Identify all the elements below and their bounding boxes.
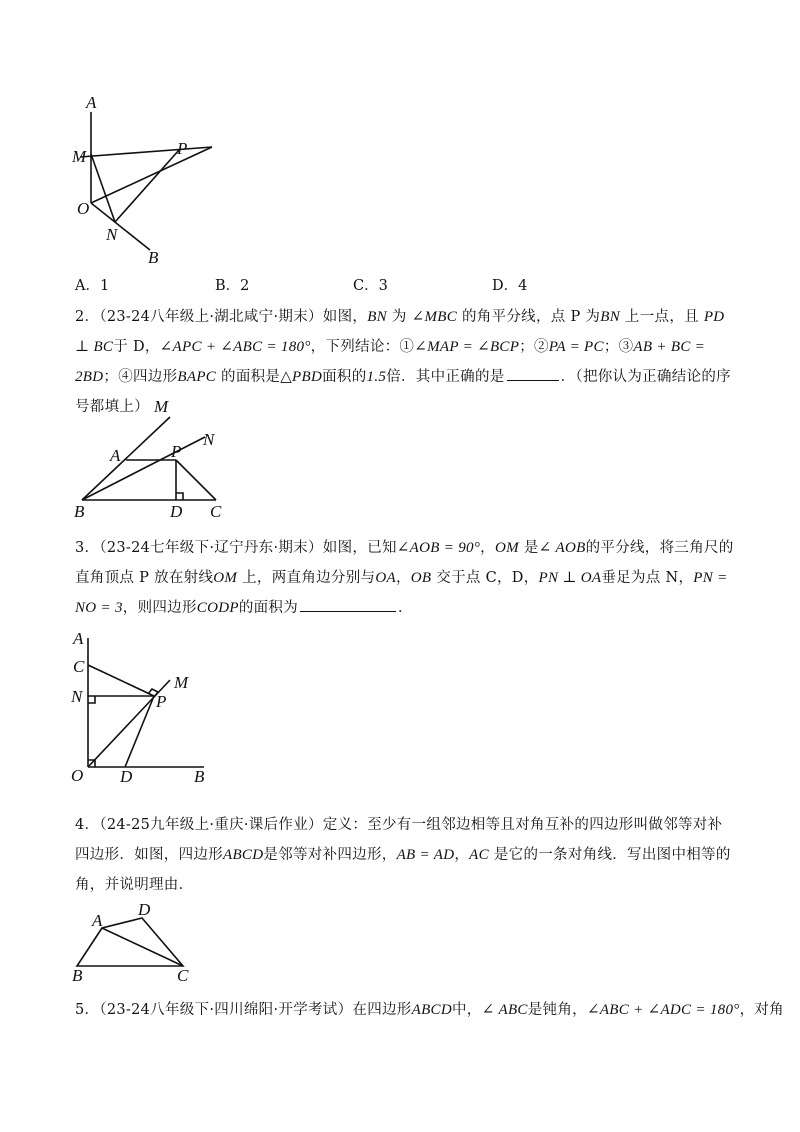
q4-text: 是邻等对补四边形，	[263, 847, 397, 863]
question-4	[75, 810, 735, 900]
q3-math: OB	[410, 570, 432, 586]
q2-text: 的面积是	[216, 369, 281, 385]
q3-answer-blank[interactable]	[300, 610, 396, 612]
q3-math: OA	[375, 570, 396, 586]
q3-text: 上，两直角边分别与	[237, 570, 376, 586]
q5-number: 5．	[75, 1002, 100, 1018]
q3-source: （23-24七年级下·辽宁丹东·期末）	[99, 540, 323, 556]
fig4-label-d: D	[138, 900, 151, 919]
line-bn	[82, 437, 205, 500]
right-angle-mark	[176, 493, 183, 500]
q4-text: ，	[454, 847, 470, 863]
line-pc	[176, 460, 216, 500]
q5-math: ABCD	[411, 1002, 452, 1018]
q2-text: ；②	[519, 339, 549, 355]
figure-2	[70, 395, 240, 521]
q2-text: 的角平分线，点 P 为	[457, 309, 601, 325]
q4-number: 4．	[75, 817, 100, 833]
q4-text: 定义：至少有一组邻边相等且对角互补的四边形叫做邻等对补四边形．如图，四边形	[75, 817, 723, 863]
question-3	[75, 533, 735, 623]
q5-text: 在四边形	[352, 1002, 412, 1018]
fig3-label-b: B	[194, 767, 205, 786]
fig2-label-n: N	[203, 430, 215, 449]
q3-math: CODP	[196, 600, 239, 616]
choice-d[interactable]: D．4	[492, 278, 528, 294]
line-pd	[125, 696, 154, 767]
q2-text: ；③	[603, 339, 634, 355]
q2-text: 于 D，	[113, 339, 160, 355]
fig2-label-d: D	[170, 502, 183, 521]
q3-math: OM	[213, 570, 238, 586]
fig4-label-c: C	[177, 966, 189, 985]
choice-a[interactable]: A．1	[75, 278, 110, 294]
q3-math: ∠ AOB	[538, 540, 586, 556]
q5-math: ∠ ABC	[481, 1002, 528, 1018]
q3-text: 的平分线，将三角尺的直角顶点 P 放在射线	[75, 540, 734, 586]
fig3-label-m: M	[174, 673, 189, 692]
fig1-label-p: P	[177, 139, 188, 158]
fig4-label-b: B	[72, 966, 83, 985]
q2-source: （23-24八年级上·湖北咸宁·期末）	[99, 309, 323, 325]
q3-text: 如图，已知	[322, 540, 397, 556]
q2-text: 倍．其中正确的是	[386, 369, 505, 385]
q5-text: 是钝角，	[527, 1002, 587, 1018]
fig3-label-p: P	[156, 692, 167, 711]
figure-1	[60, 90, 230, 270]
fig3-label-n: N	[71, 687, 83, 706]
q3-text: 的面积为	[238, 600, 299, 616]
q2-math: BN	[600, 309, 621, 325]
fig3-label-o: O	[71, 766, 84, 785]
q2-text: 为	[386, 309, 412, 325]
q5-text: 中，	[451, 1002, 482, 1018]
q3-text: ，	[395, 570, 411, 586]
fig3-label-a: A	[73, 629, 84, 648]
q2-number: 2．	[75, 309, 100, 325]
line-cp	[88, 665, 154, 696]
q2-text: ，下列结论：①	[310, 339, 415, 355]
q3-text: 垂足为点 N，	[601, 570, 694, 586]
fig1-label-o: O	[77, 199, 90, 218]
q2-math: BN	[367, 309, 387, 325]
q2-math: PA = PC	[548, 339, 604, 355]
choice-c[interactable]: C．3	[353, 278, 388, 294]
fig1-label-n: N	[106, 225, 118, 244]
q4-math: AB = AD	[396, 847, 455, 863]
q5-source: （23-24八年级下·四川绵阳·开学考试）	[99, 1002, 353, 1018]
fig2-label-m: M	[154, 397, 169, 416]
q5-text: ，对角	[739, 1002, 784, 1018]
q3-math: PN = NO = 3	[75, 570, 728, 616]
fig2-label-b: B	[74, 502, 85, 521]
q3-text: ，则四边形	[122, 600, 197, 616]
q2-answer-blank[interactable]	[507, 379, 559, 381]
q3-math: OM	[494, 540, 519, 556]
q2-math: BAPC	[177, 369, 217, 385]
q2-math: 1.5	[366, 369, 387, 385]
right-angle-mark-n	[88, 696, 95, 703]
q2-math: ∠MBC	[411, 309, 458, 325]
diagonal-ac	[102, 928, 183, 966]
fig3-label-d: D	[120, 767, 133, 786]
q5-math: ∠ABC + ∠ADC = 180°	[586, 1002, 740, 1018]
q4-source: （24-25九年级上·重庆·课后作业）	[99, 817, 323, 833]
fig2-label-a: A	[110, 446, 121, 465]
q2-text: 上一点，且	[620, 309, 704, 325]
q3-text: ，	[480, 540, 495, 556]
q2-math: PD ⊥ BC	[75, 309, 725, 355]
q2-math: AB + BC = 2BD	[75, 339, 706, 385]
figure-3	[68, 628, 218, 788]
q2-text: ；④四边形	[103, 369, 178, 385]
q4-math: AC	[469, 847, 489, 863]
line-pn	[115, 150, 179, 222]
q3-math: ∠AOB = 90°	[396, 540, 481, 556]
q4-text: 是它的一条对角线．写出图中相等的角，并说明理由．	[75, 847, 731, 893]
fig2-label-p: P	[171, 442, 182, 461]
q3-number: 3．	[75, 540, 100, 556]
line-bm	[82, 417, 170, 500]
q3-text: 交于点 C，D，	[431, 570, 539, 586]
fig3-label-c: C	[73, 657, 85, 676]
q2-math: ∠APC + ∠ABC = 180°	[159, 339, 311, 355]
line-ob	[91, 203, 150, 250]
q3-text: ．	[398, 600, 413, 616]
q2-math: ∠MAP = ∠BCP	[414, 339, 520, 355]
fig1-label-b: B	[148, 248, 159, 267]
fig1-label-m: M	[72, 147, 87, 166]
choice-b[interactable]: B．2	[215, 278, 250, 294]
fig4-label-a: A	[92, 911, 103, 930]
fig2-label-c: C	[210, 502, 222, 521]
q2-text: 如图，	[322, 309, 368, 325]
q3-text: 是	[518, 540, 539, 556]
q4-math: ABCD	[223, 847, 264, 863]
fig1-label-a: A	[86, 93, 97, 112]
question-5	[75, 995, 784, 1025]
q2-math: △PBD	[280, 369, 323, 385]
q2-text: ．（把你认为正确结论的序号都填上）	[75, 369, 731, 415]
q2-text: 面积的	[322, 369, 367, 385]
q3-math: PN ⊥ OA	[538, 570, 602, 586]
figure-4	[70, 898, 200, 986]
